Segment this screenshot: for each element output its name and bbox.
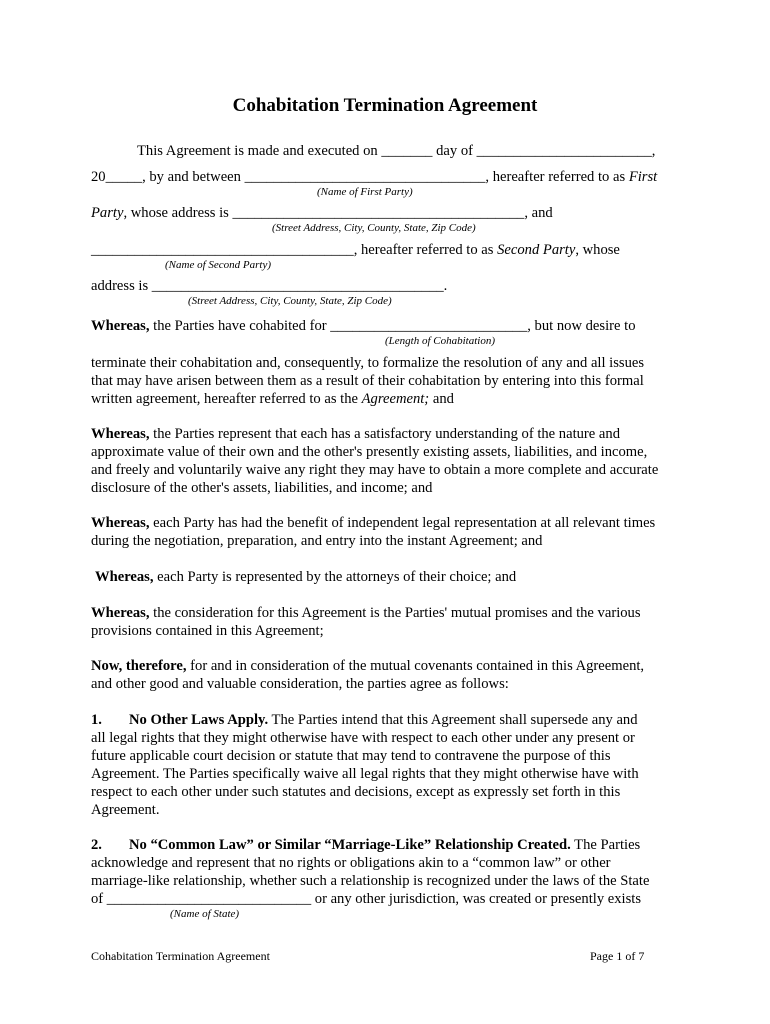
intro-line-3-italic: Party xyxy=(91,205,124,221)
intro-line-2-text: 20_____, by and between _________________________________, hereafter referred to as xyxy=(91,169,629,185)
whereas-1-text: the Parties have cohabited for ___________________________, but now desire to xyxy=(149,318,636,334)
now-therefore-bold: Now, therefore, xyxy=(91,658,187,674)
intro-line-3 xyxy=(91,204,553,222)
caption-second-party: (Name of Second Party) xyxy=(165,259,271,271)
document-title: Cohabitation Termination Agreement xyxy=(232,95,538,116)
section-1-heading: No Other Laws Apply. xyxy=(128,712,269,728)
intro-line-2-italic: First xyxy=(628,169,658,185)
whereas-3-paragraph xyxy=(91,514,691,550)
whereas-5-paragraph xyxy=(91,604,691,640)
whereas-3-text: each Party has had the benefit of independent legal representation at all relevant times during the negotiation, preparation, and entry into the instant Agreement; and xyxy=(91,515,656,549)
intro-line-4-end: , whose xyxy=(575,242,620,258)
section-2-lead: The Parties xyxy=(570,837,641,853)
whereas-1-cont-text: terminate their cohabitation and, consequently, to formalize the resolution of any and all issues that may have arisen between them as a result of their cohabitation by entering into this formal written agreement, hereafter referred to as the xyxy=(91,355,645,407)
whereas-1-italic: Agreement; xyxy=(361,391,430,407)
whereas-2-bold: Whereas, xyxy=(91,426,150,442)
whereas-1-end: and xyxy=(429,391,454,407)
caption-address-2: (Street Address, City, County, State, Zip Code) xyxy=(188,295,392,307)
whereas-5-bold: Whereas, xyxy=(91,605,150,621)
intro-line-4-text: ____________________________________, hereafter referred to as xyxy=(91,242,498,258)
intro-line-5: address is ________________________________________. xyxy=(91,278,448,294)
intro-line-4-italic: Second Party xyxy=(497,242,576,258)
section-2-paragraph: acknowledge and represent that no rights or obligations akin to a “common law” or other marriage-like relationship, whether such a relationship is recognized under the laws of the State of ____________________________ or any other jurisdiction, was created or presently exists xyxy=(91,855,650,907)
section-1-text: The Parties intend that this Agreement shall supersede any and all legal rights that they might otherwise have with respect to each other under any present or future applicable court decision or statute that may tend to contravene the purpose of this Agreement. The Parties specifically waive all legal rights that they might otherwise have with respect to each other under such statutes and decisions, except as expressly set forth in this Agreement. xyxy=(91,712,639,818)
whereas-1-continuation xyxy=(91,354,691,408)
whereas-1-line xyxy=(91,317,636,335)
whereas-2-paragraph xyxy=(91,425,691,497)
caption-state: (Name of State) xyxy=(170,908,240,920)
whereas-5-text: the consideration for this Agreement is the Parties' mutual promises and the various provisions contained in this Agreement; xyxy=(91,605,641,639)
section-2-heading-line xyxy=(91,836,640,854)
footer-page-number: Page 1 of 7 xyxy=(590,949,645,963)
caption-length-cohabitation: (Length of Cohabitation) xyxy=(385,335,495,347)
now-therefore-text: for and in consideration of the mutual covenants contained in this Agreement, and other good and valuable consideration, the parties agree as follows: xyxy=(91,658,645,692)
whereas-1-bold: Whereas, xyxy=(91,318,150,334)
whereas-4-text: each Party is represented by the attorneys of their choice; and xyxy=(153,569,517,585)
intro-line-3-text: , whose address is ________________________________________, and xyxy=(123,205,553,221)
intro-line-4 xyxy=(91,241,620,259)
section-1-paragraph xyxy=(91,711,691,819)
whereas-2-text: the Parties represent that each has a satisfactory understanding of the nature and approximate value of their own and the other's presently existing assets, liabilities, and income, and freely and voluntarily waive any right they may have to obtain a more complete and accurate disclosure of the other's assets, liabilities, and income; and xyxy=(91,426,659,496)
section-1-number: 1. xyxy=(91,712,102,728)
section-2-heading: No “Common Law” or Similar “Marriage-Like” Relationship Created. xyxy=(128,837,571,853)
caption-address-1: (Street Address, City, County, State, Zip Code) xyxy=(272,222,476,234)
intro-line-1: This Agreement is made and executed on _______ day of ________________________, xyxy=(137,143,656,159)
whereas-3-bold: Whereas, xyxy=(91,515,150,531)
intro-line-2 xyxy=(91,168,657,186)
now-therefore-paragraph xyxy=(91,657,691,693)
caption-first-party: (Name of First Party) xyxy=(317,186,413,198)
whereas-4-paragraph xyxy=(95,568,695,586)
footer-title: Cohabitation Termination Agreement xyxy=(91,949,270,963)
whereas-4-bold: Whereas, xyxy=(95,569,154,585)
section-2-number: 2. xyxy=(91,837,102,853)
